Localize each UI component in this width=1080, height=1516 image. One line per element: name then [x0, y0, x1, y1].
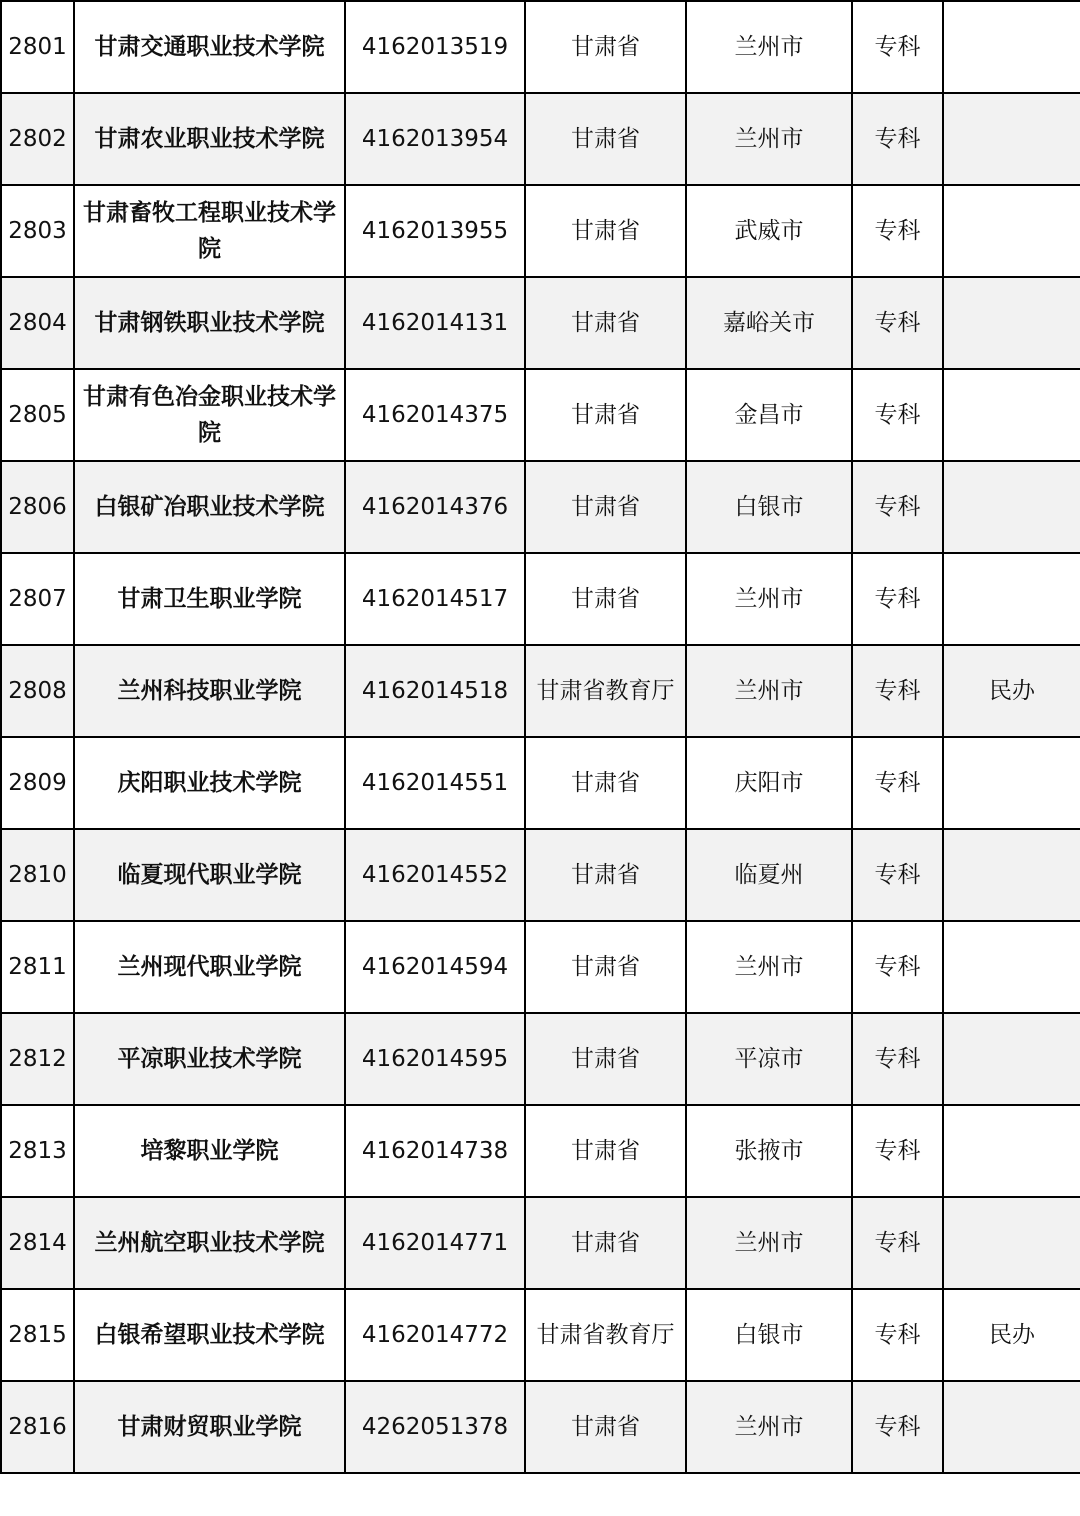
- institution-name: 兰州科技职业学院: [74, 645, 345, 737]
- institution-name: 临夏现代职业学院: [74, 829, 345, 921]
- row-number: 2810: [1, 829, 74, 921]
- note: [943, 369, 1080, 461]
- institution-name: 兰州现代职业学院: [74, 921, 345, 1013]
- authority: 甘肃省: [525, 921, 686, 1013]
- institution-code: 4162013955: [345, 185, 525, 277]
- institution-code: 4162014375: [345, 369, 525, 461]
- institution-code: 4162014595: [345, 1013, 525, 1105]
- note: [943, 1, 1080, 93]
- authority: 甘肃省: [525, 93, 686, 185]
- city: 平凉市: [686, 1013, 852, 1105]
- note: [943, 277, 1080, 369]
- level: 专科: [852, 829, 943, 921]
- city: 张掖市: [686, 1105, 852, 1197]
- table-row: [1, 553, 1080, 645]
- row-number: 2813: [1, 1105, 74, 1197]
- authority: 甘肃省: [525, 737, 686, 829]
- institution-code: 4162014772: [345, 1289, 525, 1381]
- institution-code: 4162014131: [345, 277, 525, 369]
- institution-name: 甘肃财贸职业学院: [74, 1381, 345, 1473]
- table-row: [1, 185, 1080, 277]
- note: [943, 737, 1080, 829]
- city: 兰州市: [686, 1, 852, 93]
- table-row: [1, 1197, 1080, 1289]
- authority: 甘肃省: [525, 1381, 686, 1473]
- city: 金昌市: [686, 369, 852, 461]
- institution-name: 兰州航空职业技术学院: [74, 1197, 345, 1289]
- note: [943, 1013, 1080, 1105]
- authority: 甘肃省: [525, 1013, 686, 1105]
- institution-name: 平凉职业技术学院: [74, 1013, 345, 1105]
- authority: 甘肃省: [525, 185, 686, 277]
- institution-code: 4162014551: [345, 737, 525, 829]
- row-number: 2808: [1, 645, 74, 737]
- note: [943, 185, 1080, 277]
- row-number: 2816: [1, 1381, 74, 1473]
- city: 白银市: [686, 1289, 852, 1381]
- row-number: 2809: [1, 737, 74, 829]
- row-number: 2801: [1, 1, 74, 93]
- table-row: [1, 461, 1080, 553]
- table-row: [1, 1381, 1080, 1473]
- authority: 甘肃省: [525, 829, 686, 921]
- institution-name: 甘肃卫生职业学院: [74, 553, 345, 645]
- table-row: [1, 277, 1080, 369]
- note: [943, 1197, 1080, 1289]
- city: 白银市: [686, 461, 852, 553]
- city: 兰州市: [686, 645, 852, 737]
- authority: 甘肃省: [525, 553, 686, 645]
- institution-name: 甘肃交通职业技术学院: [74, 1, 345, 93]
- level: 专科: [852, 921, 943, 1013]
- city: 庆阳市: [686, 737, 852, 829]
- row-number: 2807: [1, 553, 74, 645]
- authority: 甘肃省: [525, 277, 686, 369]
- level: 专科: [852, 277, 943, 369]
- institution-name: 庆阳职业技术学院: [74, 737, 345, 829]
- city: 兰州市: [686, 921, 852, 1013]
- level: 专科: [852, 645, 943, 737]
- table-row: [1, 645, 1080, 737]
- table-row: [1, 1289, 1080, 1381]
- authority: 甘肃省: [525, 369, 686, 461]
- row-number: 2806: [1, 461, 74, 553]
- institution-code: 4162013954: [345, 93, 525, 185]
- authority: 甘肃省教育厅: [525, 1289, 686, 1381]
- institution-name: 白银矿冶职业技术学院: [74, 461, 345, 553]
- table-row: [1, 369, 1080, 461]
- table-row: [1, 93, 1080, 185]
- level: 专科: [852, 185, 943, 277]
- institution-name: 甘肃钢铁职业技术学院: [74, 277, 345, 369]
- authority: 甘肃省: [525, 1105, 686, 1197]
- institution-code: 4162014738: [345, 1105, 525, 1197]
- authority: 甘肃省: [525, 461, 686, 553]
- table-row: [1, 1, 1080, 93]
- institution-code: 4162014518: [345, 645, 525, 737]
- level: 专科: [852, 553, 943, 645]
- city: 兰州市: [686, 1381, 852, 1473]
- city: 兰州市: [686, 93, 852, 185]
- authority: 甘肃省: [525, 1197, 686, 1289]
- level: 专科: [852, 1, 943, 93]
- institution-name: 甘肃有色冶金职业技术学院: [74, 369, 345, 461]
- city: 临夏州: [686, 829, 852, 921]
- institution-code: 4162013519: [345, 1, 525, 93]
- institution-code: 4162014376: [345, 461, 525, 553]
- table-row: [1, 829, 1080, 921]
- city: 武威市: [686, 185, 852, 277]
- note: [943, 829, 1080, 921]
- row-number: 2812: [1, 1013, 74, 1105]
- note: 民办: [943, 645, 1080, 737]
- row-number: 2803: [1, 185, 74, 277]
- level: 专科: [852, 461, 943, 553]
- table-row: [1, 737, 1080, 829]
- institution-name: 培黎职业学院: [74, 1105, 345, 1197]
- table-row: [1, 1105, 1080, 1197]
- note: 民办: [943, 1289, 1080, 1381]
- row-number: 2805: [1, 369, 74, 461]
- level: 专科: [852, 369, 943, 461]
- note: [943, 93, 1080, 185]
- table-row: [1, 921, 1080, 1013]
- institution-name: 白银希望职业技术学院: [74, 1289, 345, 1381]
- row-number: 2811: [1, 921, 74, 1013]
- institution-code: 4162014517: [345, 553, 525, 645]
- row-number: 2815: [1, 1289, 74, 1381]
- row-number: 2804: [1, 277, 74, 369]
- city: 兰州市: [686, 553, 852, 645]
- institution-code: 4162014594: [345, 921, 525, 1013]
- city: 兰州市: [686, 1197, 852, 1289]
- institution-code: 4162014771: [345, 1197, 525, 1289]
- institution-code: 4162014552: [345, 829, 525, 921]
- row-number: 2802: [1, 93, 74, 185]
- level: 专科: [852, 737, 943, 829]
- table-body: [1, 1, 1080, 1473]
- note: [943, 461, 1080, 553]
- level: 专科: [852, 1013, 943, 1105]
- level: 专科: [852, 1197, 943, 1289]
- note: [943, 553, 1080, 645]
- authority: 甘肃省教育厅: [525, 645, 686, 737]
- note: [943, 1381, 1080, 1473]
- table-row: [1, 1013, 1080, 1105]
- level: 专科: [852, 1289, 943, 1381]
- city: 嘉峪关市: [686, 277, 852, 369]
- note: [943, 921, 1080, 1013]
- level: 专科: [852, 93, 943, 185]
- authority: 甘肃省: [525, 1, 686, 93]
- institution-name: 甘肃农业职业技术学院: [74, 93, 345, 185]
- note: [943, 1105, 1080, 1197]
- institution-code: 4262051378: [345, 1381, 525, 1473]
- row-number: 2814: [1, 1197, 74, 1289]
- level: 专科: [852, 1381, 943, 1473]
- level: 专科: [852, 1105, 943, 1197]
- institution-name: 甘肃畜牧工程职业技术学院: [74, 185, 345, 277]
